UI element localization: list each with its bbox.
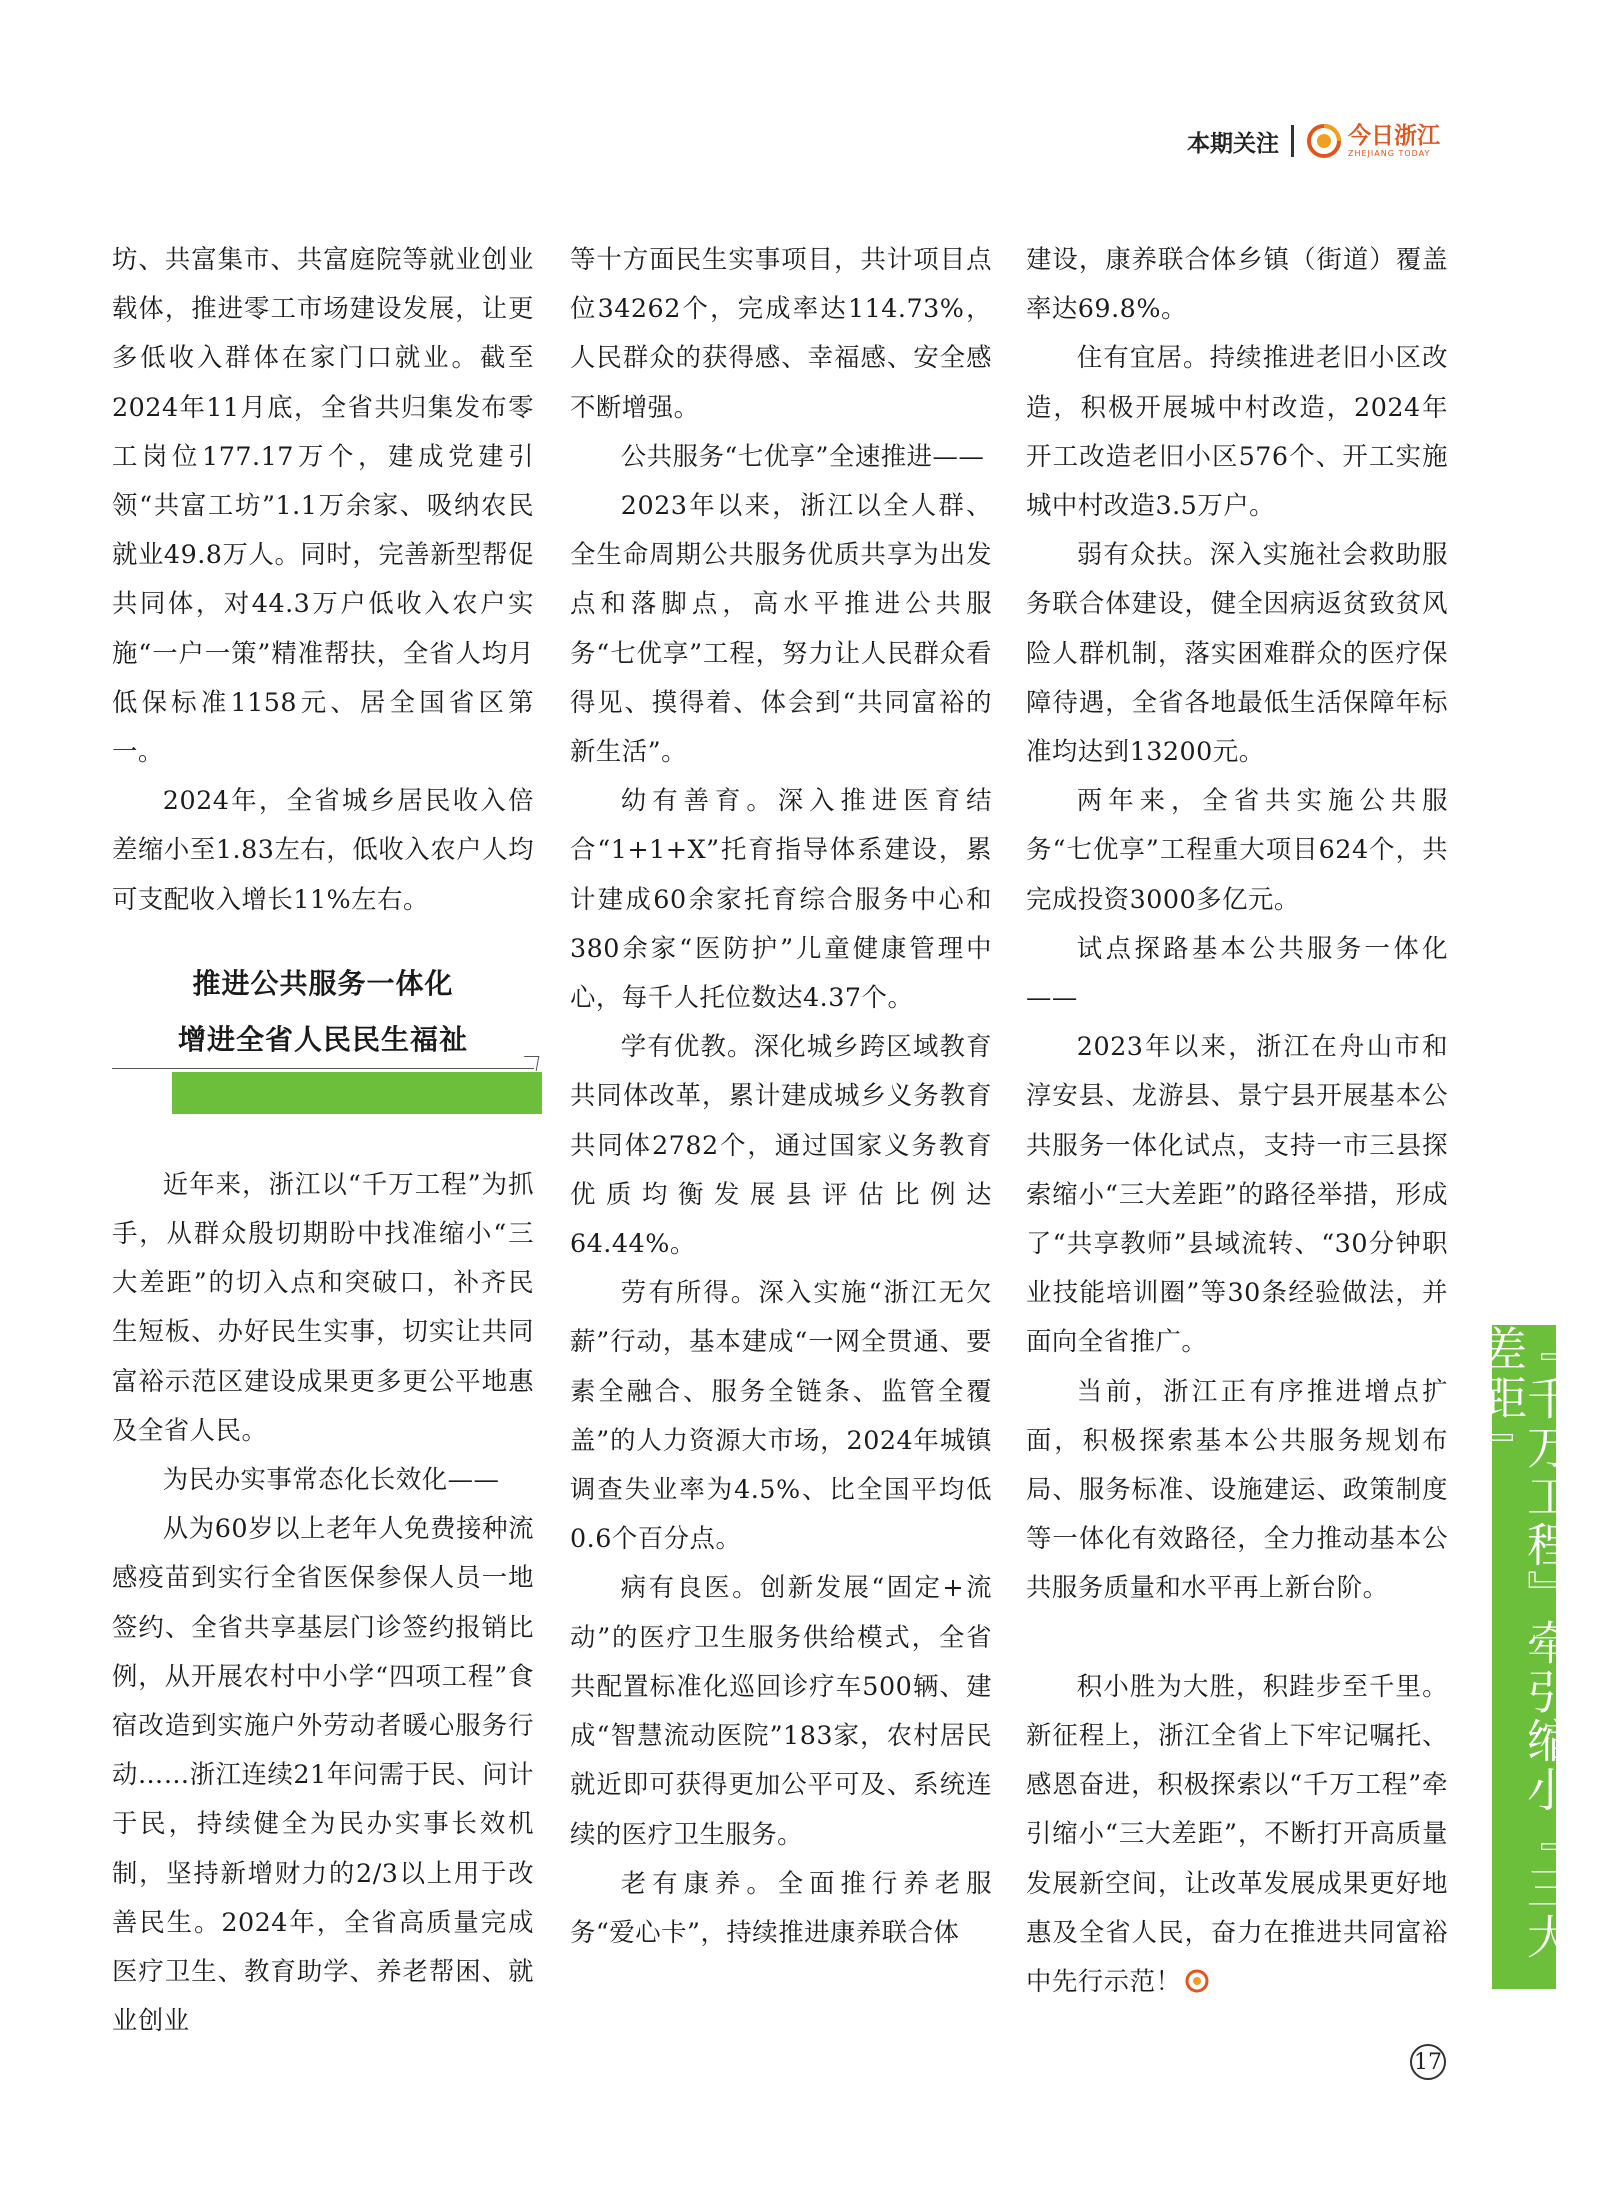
magazine-logo: [1306, 123, 1440, 159]
section-heading: [112, 952, 534, 1150]
closing-paragraph: [1026, 1662, 1448, 2006]
subheading: 为民办实事常态化长效化——: [162, 1464, 500, 1495]
paragraph: 建设，康养联合体乡镇（街道）覆盖率达69.8%。: [1026, 244, 1448, 324]
heading-green-band: [172, 1072, 542, 1114]
page-header: [1187, 118, 1440, 164]
sidebar-title: 『千万工程』牵引缩小『三大差距』: [1474, 1325, 1574, 1962]
paragraph: 幼有善育。深入推进医育结合“1+1+X”托育指导体系建设，累计建成60余家托育综合服务中心和380余家“医防护”儿童健康管理中心，每千人托位数达4.37个。: [570, 785, 992, 1013]
column-3: [1026, 235, 1448, 2006]
paragraph: 2023年以来，浙江在舟山市和淳安县、龙游县、景宁县开展基本公共服务一体化试点，支持一市三县探索缩小“三大差距”的路径举措，形成了“共享教师”县域流转、“30分钟职业技能培训圈”等30条经验做法，并面向全省推广。: [1026, 1031, 1448, 1357]
column-1: [112, 235, 534, 2046]
logo-swirl-icon: [1306, 123, 1342, 159]
paragraph: 学有优教。深化城乡跨区域教育共同体改革，累计建成城乡义务教育共同体2782个，通过国家义务教育优质均衡发展县评估比例达64.44%。: [570, 1031, 992, 1259]
paragraph: 病有良医。创新发展“固定+流动”的医疗卫生服务供给模式，全省共配置标准化巡回诊疗车500辆、建成“智慧流动医院”183家，农村居民就近即可获得更加公平可及、系统连续的医疗卫生服务。: [570, 1572, 992, 1849]
paragraph: 两年来，全省共实施公共服务“七优享”工程重大项目624个，共完成投资3000多亿元。: [1026, 785, 1448, 914]
paragraph: 劳有所得。深入实施“浙江无欠薪”行动，基本建成“一网全贯通、要素全融合、服务全链条、监管全覆盖”的人力资源大市场，2024年城镇调查失业率为4.5%、比全国平均低0.6个百分点。: [570, 1277, 992, 1554]
subheading: 试点探路基本公共服务一体化——: [1026, 932, 1448, 1013]
paragraph: 近年来，浙江以“千万工程”为抓手，从群众殷切期盼中找准缩小“三大差距”的切入点和突破口，补齐民生短板、办好民生实事，切实让共同富裕示范区建设成果更多更公平地惠及全省人民。: [112, 1168, 534, 1445]
paragraph: 老有康养。全面推行养老服务“爱心卡”，持续推进康养联合体: [570, 1867, 992, 1947]
paragraph: 2023年以来，浙江以全人群、全生命周期公共服务优质共享为出发点和落脚点，高水平推进公共服务“七优享”工程，努力让人民群众看得见、摸得着、体会到“共同富裕的新生活”。: [570, 490, 992, 767]
logo-english: ZHEJIANG TODAY: [1348, 148, 1431, 158]
paragraph: 从为60岁以上老年人免费接种流感疫苗到实行全省医保参保人员一地签约、全省共享基层门诊签约报销比例，从开展农村中小学“四项工程”食宿改造到实施户外劳动者暖心服务行动……浙江连续21年问需于民、问计于民，持续健全为民办实事长效机制，坚持新增财力的2/3以上用于改善民生。2024年，全省高质量完成医疗卫生、教育助学、养老帮困、就业创业: [112, 1513, 534, 2036]
heading-rule-corner: [522, 1056, 540, 1071]
heading-line-1: 推进公共服务一体化: [192, 966, 454, 1000]
paragraph: 等十方面民生实事项目，共计项目点位34262个，完成率达114.73%，人民群众的获得感、幸福感、安全感不断增强。: [570, 244, 992, 422]
logo-chinese: 今日浙江: [1348, 122, 1440, 149]
paragraph: 2024年，全省城乡居民收入倍差缩小至1.83左右，低收入农户人均可支配收入增长11%左右。: [112, 785, 534, 914]
end-mark-icon: [1185, 1969, 1209, 1993]
header-divider: [1291, 125, 1294, 157]
section-label: 本期关注: [1187, 130, 1279, 157]
heading-line-2: 增进全省人民民生福祉: [177, 1022, 468, 1056]
paragraph: 弱有众扶。深入实施社会救助服务联合体建设，健全因病返贫致贫风险人群机制，落实困难群众的医疗保障待遇，全省各地最低生活保障年标准均达到13200元。: [1026, 539, 1448, 767]
paragraph: 当前，浙江正有序推进增点扩面，积极探索基本公共服务规划布局、服务标准、设施建运、政策制度等一体化有效路径，全力推动基本公共服务质量和水平再上新台阶。: [1026, 1375, 1448, 1603]
column-2: [570, 235, 992, 1957]
page-number: 17: [1410, 2044, 1446, 2080]
paragraph: 坊、共富集市、共富庭院等就业创业载体，推进零工市场建设发展，让更多低收入群体在家门口就业。截至2024年11月底，全省共归集发布零工岗位177.17万个，建成党建引领“共富工坊”1.1万余家、吸纳农民就业49.8万人。同时，完善新型帮促共同体，对44.3万户低收入农户实施“一户一策”精准帮扶，全省人均月低保标准1158元、居全国省区第一。: [112, 244, 534, 767]
heading-rule: [112, 1068, 534, 1070]
paragraph: 住有宜居。持续推进老旧小区改造，积极开展城中村改造，2024年开工改造老旧小区576个、开工实施城中村改造3.5万户。: [1026, 342, 1448, 521]
closing-text: 积小胜为大胜，积跬步至千里。新征程上，浙江全省上下牢记嘱托、感恩奋进，积极探索以“千万工程”牵引缩小“三大差距”，不断打开高质量发展新空间，让改革发展成果更好地惠及全省人民，奋力在推进共同富裕中先行示范！: [1026, 1670, 1448, 1996]
sidebar-banner: [1474, 1325, 1574, 1989]
subheading: 公共服务“七优享”全速推进——: [620, 440, 985, 471]
